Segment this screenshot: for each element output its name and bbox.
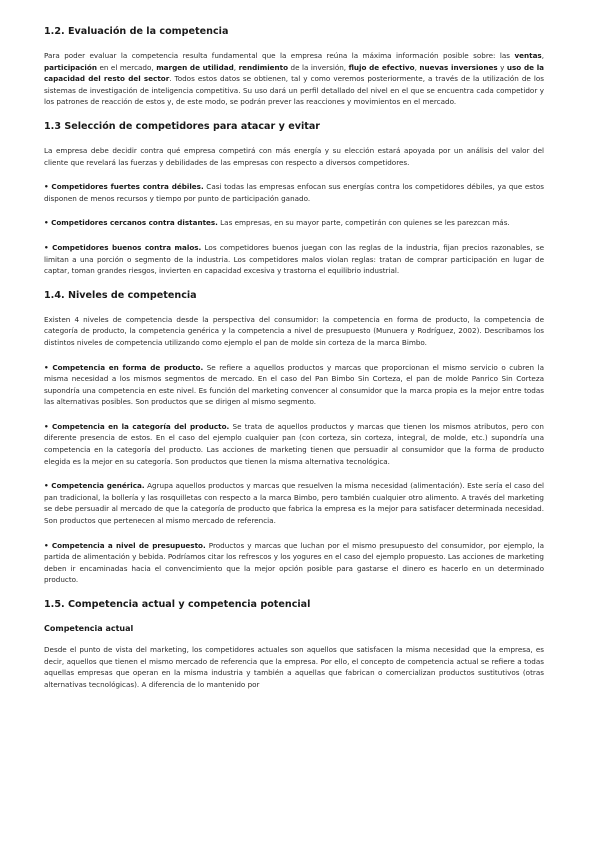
text-run: , <box>541 51 544 60</box>
bold-term: flujo de efectivo <box>348 62 415 72</box>
bullet-presupuesto <box>44 540 544 586</box>
text-run: , <box>233 62 239 72</box>
bold-term: nuevas inversiones <box>419 62 498 72</box>
bullet-categoria-producto <box>44 421 544 467</box>
bullet-fuertes-debiles <box>44 181 544 204</box>
bold-term: ventas <box>514 51 542 60</box>
paragraph-evaluacion <box>44 50 544 108</box>
bold-term: margen de utilidad <box>156 62 234 72</box>
bullet-title: • Competencia en forma de producto. <box>44 362 204 372</box>
section-heading-evaluacion: 1.2. Evaluación de la competencia <box>44 26 229 37</box>
bold-term: participación <box>44 62 97 72</box>
bullet-generica <box>44 480 544 526</box>
text-run: y <box>497 62 507 72</box>
paragraph-seleccion-intro: La empresa debe decidir contra qué empresa competirá con más energía y su elección estará apoyada por un análisis del valor del cliente que revelará las fuerzas y debilidades de las empresas con respecto a diversos competidores. <box>44 145 544 167</box>
bold-term: rendimiento <box>238 62 289 72</box>
paragraph-competencia-actual: Desde el punto de vista del marketing, los competidores actuales son aquellos que satisfacen la misma necesidad que la empresa, es decir, aquellos que tienen el mismo mercado de referencia que la empresa. Por ello, el concepto de competencia actual se refiere a todas aquellas empresas que operan en la misma industria y también a aquellas que fabrican o comercializan productos sustitutivos (otras alternativas tecnológicas). A diferencia de lo mantenido por <box>44 645 544 689</box>
text-run: de la inversión, <box>288 62 349 72</box>
subheading-competencia-actual: Competencia actual <box>44 624 134 633</box>
text-run: en el mercado, <box>96 62 157 72</box>
bullet-forma-producto <box>44 362 544 408</box>
paragraph-niveles-intro: Existen 4 niveles de competencia desde la perspectiva del consumidor: la competencia en forma de producto, la competencia de categoría de producto, la competencia genérica y la competencia a nivel de presupuesto (Munuera y Rodríguez, 2002). Describamos los distintos niveles de competencia utilizando como ejemplo el pan de molde sin corteza de la marca Bimbo. <box>44 314 544 347</box>
bullet-cercanos-distantes <box>44 217 544 229</box>
bullet-text: Casi todas las empresas enfocan sus energías contra los competidores débiles, ya que estos disponen de menos recursos y tiempo por punto de participación ganado. <box>44 182 544 203</box>
section-heading-seleccion: 1.3 Selección de competidores para atacar y evitar <box>44 120 321 132</box>
bullet-title: • Competencia en la categoría del producto. <box>44 421 230 431</box>
bold-term: uso de la capacidad del resto del sector <box>44 62 545 84</box>
section-heading-niveles: 1.4. Niveles de competencia <box>44 289 197 301</box>
bullet-text: Productos y marcas que luchan por el mismo presupuesto del consumidor, por ejemplo, la partida de alimentación y bebida. Podríamos citar los refrescos y los yogures en el caso del ejemplo propuesto. Las acciones de marketing deben ir encaminadas hacia el convencimiento que la mejor opción posible para gastarse el dinero es hacerlo en un determinado producto. <box>44 540 544 585</box>
text-run: . Todos estos datos se obtienen, tal y como veremos posteriormente, a través de la utilización de los sistemas de investigación de inteligencia competitiva. Su uso dará un perfil detallado del nivel en el que se encuentra cada competidor y los patrones de reacción de estos y, de este modo, se podrán prever las reacciones y movimientos en el mercado. <box>44 74 544 107</box>
text-run: Para poder evaluar la competencia resulta fundamental que la empresa reúna la máxima información posible sobre: las <box>44 51 515 60</box>
bullet-text: Los competidores buenos juegan con las reglas de la industria, fijan precios razonables, se limitan a una porción o segmento de la industria. Los competidores malos violan reglas: tratan de comprar participación en lugar de captar, toman grandes riesgos, invierten en capacidad excesiva y trastorna el equilibrio industrial. <box>44 242 545 276</box>
bullet-title: • Competidores cercanos contra distantes. <box>44 218 218 228</box>
bullet-title: • Competencia genérica. <box>44 481 145 491</box>
text-run: , <box>414 62 420 72</box>
bullet-text: Las empresas, en su mayor parte, competirán con quienes se les parezcan más. <box>217 218 510 228</box>
bullet-text: Agrupa aquellos productos y marcas que resuelven la misma necesidad (alimentación). Este sería el caso del pan tradicional, la bollería y las rosquilletas con respecto a la marca Bimbo, pero también cualquier otro alimento. A través del marketing se debe persuadir al mercado de que la categoría de producto que fabrica la empresa es la mejor para satisfacer determinada necesidad. Son productos que pertenecen al mismo mercado de referencia. <box>44 481 544 526</box>
bullet-title: • Competidores fuertes contra débiles. <box>44 182 204 192</box>
bullet-title: • Competencia a nivel de presupuesto. <box>44 540 206 550</box>
section-heading-actual-potencial: 1.5. Competencia actual y competencia potencial <box>44 599 311 610</box>
bullet-text: Se trata de aquellos productos y marcas que tienen los mismos atributos, pero con diferente presencia de estos. En el caso del ejemplo cualquier pan (con corteza, sin corteza, integral, de molde, etc.) supondría una competencia en la categoría del producto. Las acciones de marketing tienen que persuadir al consumidor que la forma de producto elegida es la mejor en su categoría. Son productos que tienen la misma alternativa tecnológica. <box>44 421 544 466</box>
document-page <box>44 26 544 703</box>
bullet-buenos-malos <box>44 242 544 277</box>
bullet-title: • Competidores buenos contra malos. <box>44 242 202 252</box>
bullet-text: Se refiere a aquellos productos y marcas que proporcionan el mismo servicio o cubren la misma necesidad a los mismos segmentos de mercado. En el caso del Pan Bimbo Sin Corteza, el pan de molde Panrico Sin Corteza supondría una competencia en este nivel. Es función del marketing convencer al consumidor que la marca propia es la mejor entre todas las alternativas posibles. Son productos que se dirigen al mismo segmento. <box>44 362 545 407</box>
